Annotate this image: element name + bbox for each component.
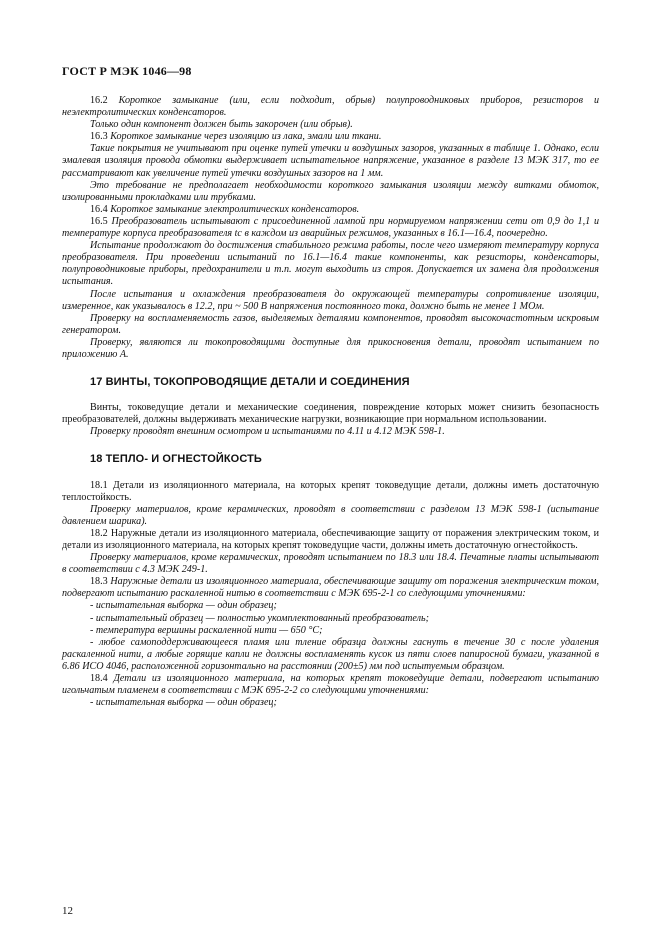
- paragraph: [62, 119, 599, 131]
- paragraph-text: - любое самоподдерживающееся пламя или тление образца должны гаснуть в течение 30 с после удаления раскаленной нити, а любые горящие капли не должны воспламенять кусок из пяти слоев папиросной бумаги, указанной в 6.86 ИСО 4046, расположенной горизонтально на расстоянии (200±5) мм под испытуемым образцом.: [62, 636, 599, 672]
- document-title: ГОСТ Р МЭК 1046—98: [62, 64, 192, 78]
- paragraph-text: Проверку проводят внешним осмотром и испытаниями по 4.11 и 4.12 МЭК 598-1.: [90, 426, 445, 438]
- paragraph-text: Проверку на воспламеняемость газов, выделяемых деталями компонентов, проводят высокочастотным искровым генератором.: [62, 312, 599, 336]
- paragraph-text: Проверку материалов, кроме керамических, проводят испытанием по 18.3 или 18.4. Печатные платы испытывают в соответствии с 4.3 МЭК 249-1.: [62, 552, 599, 576]
- paragraph: [62, 625, 599, 637]
- clause-number: 16.4: [90, 203, 111, 215]
- paragraph-text: Такие покрытия не учитывают при оценке путей утечки и воздушных зазоров, указанных в таблице 1. Однако, если эмалевая изоляция провода обмотки выдерживает испытательное напряжение, указанное в разделе 13 МЭК 317, то ее рассматривают как увеличение путей утечки воздушных зазоров на 1 мм.: [62, 143, 599, 179]
- paragraph-text: Короткое замыкание через изоляцию из лака, эмали или ткани.: [110, 131, 382, 143]
- paragraph-text: Наружные детали из изоляционного материала, обеспечивающие защиту от поражения электрическим током, и детали из изоляционного материала, на которых крепят токоведущие части, должны иметь достаточную огнестойкость.: [62, 527, 599, 551]
- paragraph-text: Проверку, являются ли токопроводящими доступные для прикосновения детали, проводят испытанием по приложению А.: [62, 336, 599, 360]
- paragraph-text: Это требование не предполагает необходимости короткого замыкания изоляции между витками обмоток, изолированными прокладками или трубками.: [62, 179, 599, 203]
- clause-number: 18.1: [90, 479, 113, 491]
- paragraph: [62, 337, 599, 361]
- section-heading: 18 ТЕПЛО- И ОГНЕСТОЙКОСТЬ: [90, 453, 262, 466]
- paragraph-text: - испытательный образец — полностью укомплектованный преобразователь;: [90, 612, 429, 624]
- clause-number: 16.3: [90, 131, 111, 143]
- paragraph-text: Винты, токоведущие детали и механические соединения, повреждение которых может снизить безопасность преобразователей, должны выдерживать механические нагрузки, возникающие при нормальном использовании.: [62, 402, 599, 426]
- paragraph: [62, 480, 599, 504]
- paragraph-text: Детали из изоляционного материала, на которых крепят токоведущие детали, подвергают испытанию игольчатым пламенем в соответствии с МЭК 695-2-2 со следующими уточнениями:: [62, 673, 599, 697]
- paragraph-text: Наружные детали из изоляционного материала, обеспечивающие защиту от поражения электрическим током, подвергают испытанию раскаленной нитью в соответствии с МЭК 695-2-1 со следующими уточнениями:: [62, 576, 599, 600]
- paragraph: [62, 697, 599, 709]
- page-number: 12: [62, 905, 73, 917]
- paragraph-text: - испытательная выборка — один образец;: [90, 600, 277, 612]
- paragraph: [62, 552, 599, 576]
- paragraph-text: Детали из изоляционного материала, на которых крепят токоведущие детали, должны иметь достаточную теплостойкость.: [62, 479, 600, 503]
- clause-number: 18.3: [90, 576, 111, 588]
- paragraph-text: Короткое замыкание электролитических конденсаторов.: [110, 203, 360, 215]
- paragraph-text: Испытание продолжают до достижения стабильного режима работы, после чего измеряют температуру корпуса преобразователя. При проведении испытаний по 16.1—16.4 такие компоненты, как резисторы, конденсаторы, полупроводниковые приборы, предохранители и т.п. могут выходить из строя. Допускается их замена для продолжения испытания.: [62, 240, 599, 288]
- paragraph-text: - температура вершины раскаленной нити — 650 °С;: [90, 624, 323, 636]
- paragraph: [62, 143, 599, 179]
- paragraph: [62, 95, 599, 119]
- paragraph-text: Проверку материалов, кроме керамических, проводят в соответствии с разделом 13 МЭК 598-1 (испытание давлением шарика).: [62, 503, 599, 527]
- paragraph-text: Преобразователь испытывают с присоединенной лампой при нормируемом напряжении сети от 0,9 до 1,1 и температуре корпуса преобразователя tc в каждом из аварийных режимов, указанных в 16.1—16.4, поочередно.: [62, 215, 599, 240]
- paragraph: [62, 576, 599, 600]
- paragraph: [62, 600, 599, 612]
- paragraph: [62, 240, 599, 288]
- paragraph: [62, 313, 599, 337]
- section-heading: 17 ВИНТЫ, ТОКОПРОВОДЯЩИЕ ДЕТАЛИ И СОЕДИНЕНИЯ: [90, 376, 410, 389]
- paragraph: [62, 637, 599, 673]
- paragraph: [62, 180, 599, 204]
- paragraph: [62, 216, 599, 240]
- paragraph: [62, 289, 599, 313]
- clause-number: 16.5: [90, 215, 112, 227]
- paragraph: [62, 528, 599, 552]
- clause-number: 16.2: [90, 95, 119, 106]
- clause-number: 18.4: [90, 673, 114, 685]
- paragraph: [62, 402, 599, 426]
- document-body: [62, 95, 599, 709]
- paragraph: [62, 131, 599, 143]
- paragraph: [62, 613, 599, 625]
- paragraph: [62, 504, 599, 528]
- paragraph: [62, 204, 599, 216]
- paragraph-text: Только один компонент должен быть закорочен (или обрыв).: [90, 119, 353, 131]
- paragraph: [62, 426, 599, 438]
- paragraph-text: После испытания и охлаждения преобразователя до окружающей температуры сопротивление изоляции, измеренное, как указывалось в 12.2, при ~ 500 В напряжения постоянного тока, должно быть не менее 1 МОм.: [62, 288, 599, 312]
- paragraph-text: Короткое замыкание (или, если подходит, обрыв) полупроводниковых приборов, резисторов и неэлектролитических конденсаторов.: [62, 95, 599, 119]
- clause-number: 18.2: [90, 527, 111, 539]
- paragraph-text: - испытательная выборка — один образец;: [90, 697, 277, 709]
- paragraph: [62, 673, 599, 697]
